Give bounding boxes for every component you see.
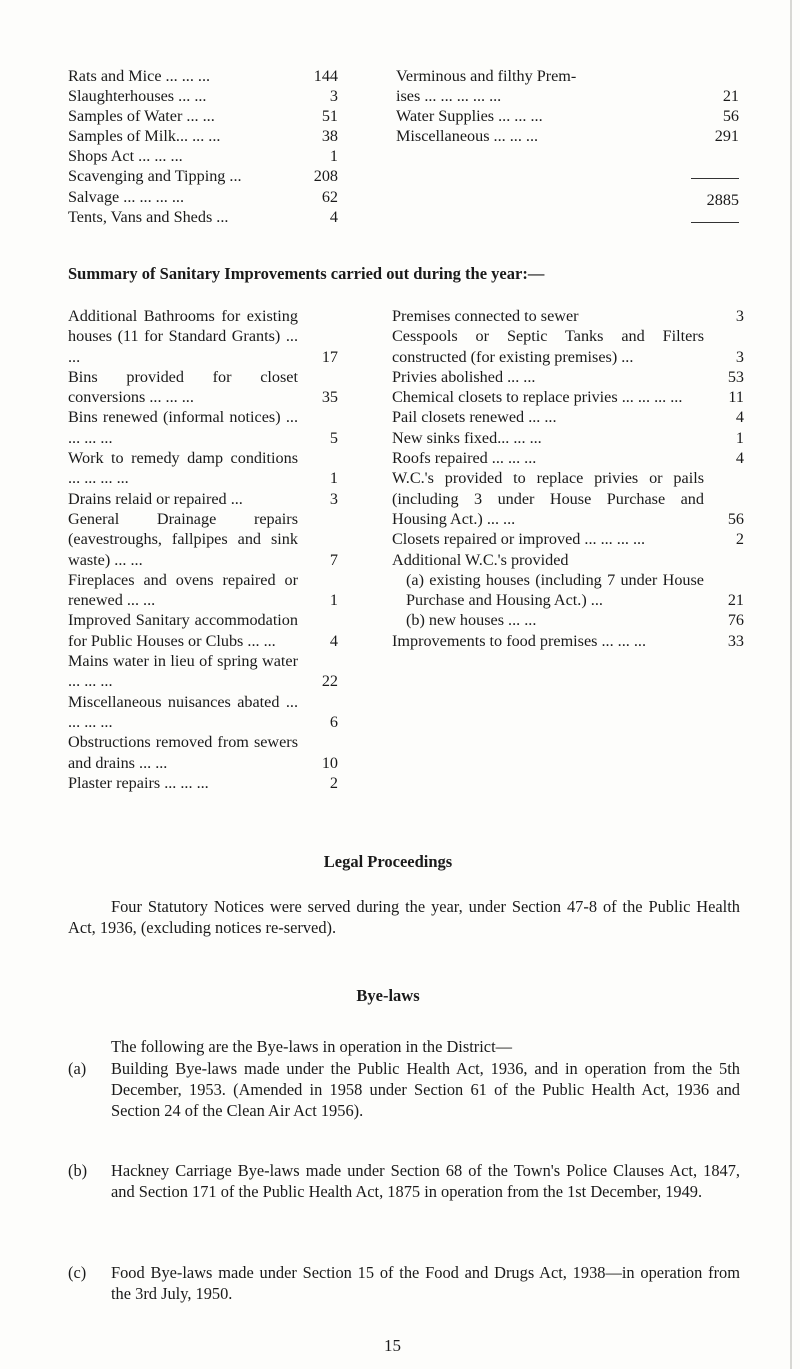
improvements-right-column xyxy=(392,306,744,651)
list-item: Pail closets renewed ... ... 4 xyxy=(392,408,744,427)
list-item: Privies abolished ... ... 53 xyxy=(392,367,744,386)
list-item: Improvements to food premises ... ... ... 33 xyxy=(392,631,744,650)
total-value: 2885 xyxy=(706,191,739,209)
list-item: Plaster repairs ... ... ... 2 xyxy=(68,773,338,792)
legal-heading: Legal Proceedings xyxy=(323,852,453,871)
byelaws-intro: The following are the Bye-laws in operation in the District— xyxy=(111,1037,513,1056)
list-item: Water Supplies ... ... ... 56 xyxy=(396,107,739,126)
list-item: New sinks fixed... ... ... 1 xyxy=(392,428,744,447)
improvements-heading: Summary of Sanitary Improvements carried out during the year:— xyxy=(68,264,545,283)
list-item: W.C.'s provided to replace privies or pails (including 3 under House Purchase and Housing Act.) ... ... 56 xyxy=(392,469,744,528)
list-item: Bins provided for closet conversions ... ... ... 35 xyxy=(68,367,338,407)
total-rule-top xyxy=(691,178,739,179)
list-item: Slaughterhouses ... ... 3 xyxy=(68,87,338,106)
list-item: Roofs repaired ... ... ... 4 xyxy=(392,449,744,468)
list-item: Miscellaneous ... ... ... 291 xyxy=(396,127,739,146)
list-item: (b) new houses ... ... 76 xyxy=(406,611,744,630)
inspections-right-column xyxy=(396,66,739,209)
list-item: Improved Sanitary accommodation for Public Houses or Clubs ... ... 4 xyxy=(68,611,338,650)
list-item: Samples of Milk... ... ... 38 xyxy=(68,127,338,146)
list-item: Closets repaired or improved ... ... ... ... 2 xyxy=(392,530,744,549)
list-item: Drains relaid or repaired ... 3 xyxy=(68,489,338,508)
total-rule-bottom xyxy=(691,222,739,223)
list-item: Mains water in lieu of spring water ... ... ... 22 xyxy=(68,652,338,691)
legal-paragraph: Four Statutory Notices were served during the year, under Section 47-8 of the Public Health Act, 1936, (excluding notices re-served). xyxy=(68,897,740,938)
list-item: Bins renewed (informal notices) ... ... ... ... 5 xyxy=(68,408,338,447)
list-item: Scavenging and Tipping ... 208 xyxy=(68,167,338,186)
list-item: Salvage ... ... ... ... 62 xyxy=(68,187,338,206)
list-item: Cesspools or Septic Tanks and Filters constructed (for existing premises) ... 3 xyxy=(392,327,744,366)
byelaw-item-c: (c) Food Bye-laws made under Section 15 of the Food and Drugs Act, 1938—in operation from the 3rd July, 1950. xyxy=(68,1263,740,1304)
list-item: Chemical closets to replace privies ... ... ... ... 11 xyxy=(392,388,744,407)
byelaws-heading: Bye-laws xyxy=(356,986,420,1005)
improvements-left-column xyxy=(68,306,338,793)
total-row xyxy=(396,190,739,210)
inspections-left-column xyxy=(68,66,338,227)
list-item: Additional Bathrooms for existing houses (11 for Standard Grants) ... ... 17 xyxy=(68,307,338,366)
list-item: ises ... ... ... ... ... 21 xyxy=(396,87,739,106)
list-item: Samples of Water ... ... 51 xyxy=(68,107,338,126)
list-item: Miscellaneous nuisances abated ... ... ... ... 6 xyxy=(68,692,338,731)
list-item: Premises connected to sewer 3 xyxy=(392,307,744,325)
list-item: General Drainage repairs (eavestroughs, fallpipes and sink waste) ... ... 7 xyxy=(68,509,338,569)
list-item: Obstructions removed from sewers and drains ... ... 10 xyxy=(68,733,338,772)
list-item: Fireplaces and ovens repaired or renewed ... ... 1 xyxy=(68,570,338,610)
list-item: Shops Act ... ... ... 1 xyxy=(68,147,338,166)
page-edge xyxy=(790,0,792,1369)
list-item: Work to remedy damp conditions ... ... ... ... 1 xyxy=(68,449,338,488)
list-item: Verminous and filthy Prem- xyxy=(396,67,577,85)
byelaw-item-a: (a) Building Bye-laws made under the Public Health Act, 1936, and in operation from the 5th December, 1953. (Amended in 1958 under Section 61 of the Public Health Act, 1936 and Section 24 of the Clean Air Act 1956). xyxy=(68,1059,740,1121)
page-number: 15 xyxy=(384,1336,401,1355)
list-item: Rats and Mice ... ... ... 144 xyxy=(68,67,338,85)
byelaw-item-b: (b) Hackney Carriage Bye-laws made under Section 68 of the Town's Police Clauses Act, 1847, and Section 171 of the Public Health Act, 1875 in operation from the 1st December, 1949. xyxy=(68,1161,740,1202)
list-item: (a) existing houses (including 7 under House Purchase and Housing Act.) ... 21 xyxy=(406,570,744,610)
list-item: Additional W.C.'s provided xyxy=(392,550,569,569)
list-item: Tents, Vans and Sheds ... 4 xyxy=(68,207,338,226)
